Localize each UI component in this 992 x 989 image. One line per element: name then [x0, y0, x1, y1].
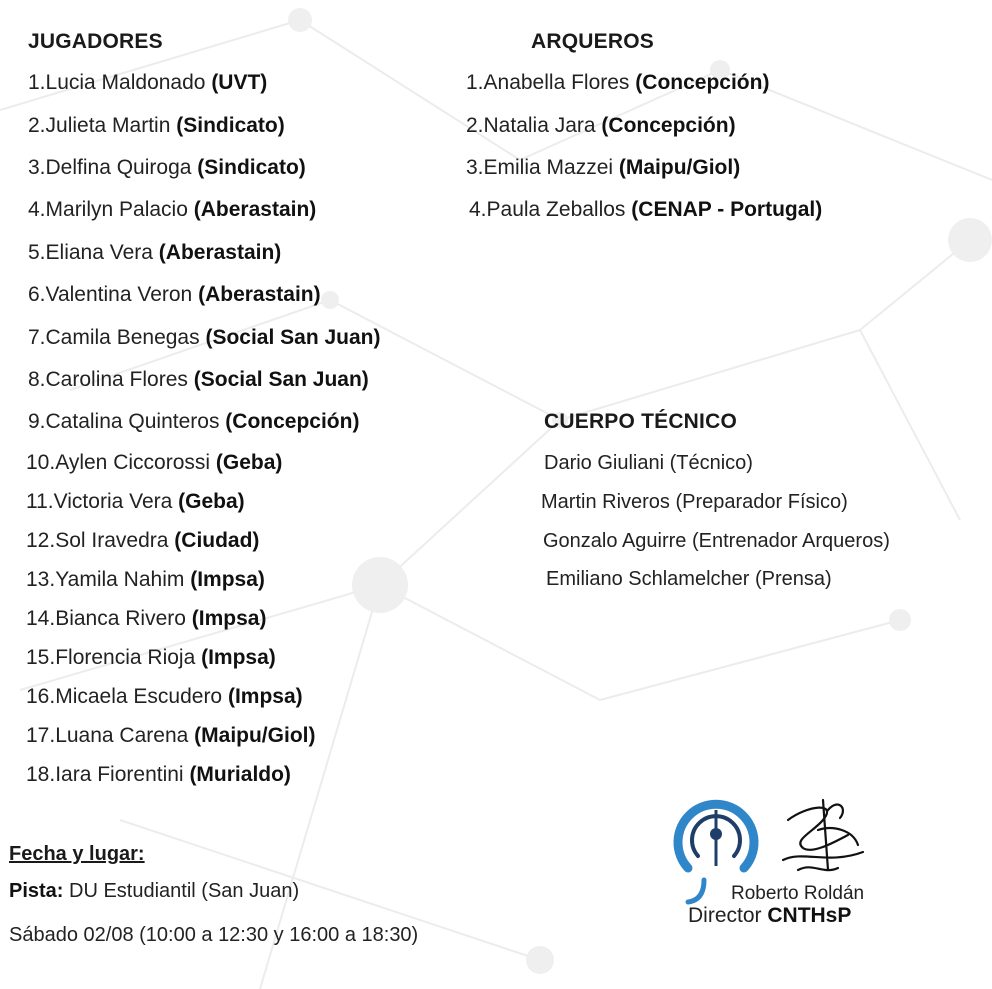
staff-member: Dario Giuliani (Técnico)	[544, 452, 753, 474]
player-club: (Aberastain)	[158, 241, 282, 264]
players-heading: JUGADORES	[28, 30, 163, 53]
signer-name: Roberto Roldán	[731, 883, 865, 904]
goalkeeper-row	[466, 113, 736, 139]
player-number: 3.	[28, 156, 46, 179]
player-row	[26, 606, 266, 632]
player-name: Eliana Vera	[45, 241, 153, 264]
player-club: (Sindicato)	[197, 156, 306, 179]
goalkeeper-club: (Concepción)	[635, 71, 770, 94]
handwritten-signature-icon	[768, 790, 878, 885]
goalkeeper-name: Paula Zeballos	[486, 198, 626, 221]
player-name: Iara Fiorentini	[55, 763, 184, 786]
player-club: (Murialdo)	[189, 763, 291, 786]
player-row	[26, 723, 315, 749]
event-venue	[9, 880, 299, 903]
player-row	[26, 489, 245, 515]
player-name: Valentina Veron	[45, 283, 193, 306]
staff-member: Emiliano Schlamelcher (Prensa)	[546, 568, 832, 590]
player-name: Florencia Rioja	[55, 646, 196, 669]
player-number: 16.	[26, 685, 56, 708]
player-row	[26, 528, 259, 554]
player-number: 9.	[28, 410, 46, 433]
player-club: (Social San Juan)	[205, 326, 381, 349]
player-club: (Ciudad)	[174, 529, 260, 552]
player-row	[28, 113, 285, 139]
player-number: 5.	[28, 241, 46, 264]
venue-label: Pista:	[9, 880, 64, 902]
player-number: 13.	[26, 568, 56, 591]
player-name: Carolina Flores	[45, 368, 188, 391]
player-name: Aylen Ciccorossi	[55, 451, 211, 474]
player-number: 17.	[26, 724, 56, 747]
player-name: Yamila Nahim	[55, 568, 185, 591]
goalkeeper-row	[469, 197, 822, 223]
player-number: 10.	[26, 451, 56, 474]
goalkeeper-club: (Concepción)	[601, 114, 736, 137]
goalkeeper-row	[466, 70, 769, 96]
goalkeeper-number: 4.	[469, 198, 487, 221]
player-row	[26, 645, 276, 671]
goalkeeper-club: (CENAP - Portugal)	[631, 198, 823, 221]
player-row	[28, 282, 321, 308]
player-club: (Aberastain)	[193, 198, 317, 221]
signer-role	[688, 904, 851, 928]
goalkeeper-name: Emilia Mazzei	[483, 156, 614, 179]
player-name: Lucia Maldonado	[45, 71, 206, 94]
player-row	[26, 684, 303, 710]
event-title: Fecha y lugar:	[9, 843, 145, 865]
player-number: 11.	[26, 490, 54, 513]
player-row	[28, 240, 281, 266]
player-name: Bianca Rivero	[55, 607, 186, 630]
player-number: 15.	[26, 646, 56, 669]
player-number: 7.	[28, 326, 46, 349]
goalkeeper-club: (Maipu/Giol)	[618, 156, 741, 179]
event-date: Sábado 02/08 (10:00 a 12:30 y 16:00 a 18:30)	[9, 924, 419, 946]
player-number: 6.	[28, 283, 46, 306]
player-row	[26, 762, 291, 788]
player-club: (Impsa)	[227, 685, 303, 708]
player-number: 4.	[28, 198, 46, 221]
player-number: 8.	[28, 368, 46, 391]
player-club: (Aberastain)	[198, 283, 321, 306]
player-name: Catalina Quinteros	[45, 410, 220, 433]
signer-org: CNTHsP	[767, 904, 852, 927]
player-row	[28, 367, 369, 393]
player-name: Sol Iravedra	[55, 529, 169, 552]
player-row	[28, 155, 306, 181]
player-club: (Sindicato)	[176, 114, 285, 137]
player-name: Luana Carena	[55, 724, 189, 747]
player-name: Camila Benegas	[45, 326, 200, 349]
player-number: 2.	[28, 114, 46, 137]
player-name: Marilyn Palacio	[45, 198, 188, 221]
staff-member: Gonzalo Aguirre (Entrenador Arqueros)	[543, 530, 890, 552]
signer-role-prefix: Director	[688, 904, 768, 927]
player-club: (Maipu/Giol)	[194, 724, 316, 747]
player-number: 18.	[26, 763, 56, 786]
goalkeeper-name: Anabella Flores	[483, 71, 630, 94]
goalkeeper-number: 2.	[466, 114, 484, 137]
player-name: Delfina Quiroga	[45, 156, 192, 179]
player-row	[28, 325, 381, 351]
player-club: (UVT)	[211, 71, 268, 94]
player-number: 14.	[26, 607, 56, 630]
player-row	[26, 567, 265, 593]
goalkeepers-heading: ARQUEROS	[531, 30, 654, 53]
player-name: Victoria Vera	[53, 490, 173, 513]
goalkeeper-number: 1.	[466, 71, 484, 94]
player-name: Julieta Martin	[45, 114, 171, 137]
player-club: (Impsa)	[201, 646, 276, 669]
staff-member: Martin Riveros (Preparador Físico)	[541, 491, 848, 513]
staff-heading: CUERPO TÉCNICO	[544, 410, 737, 433]
player-row	[28, 70, 267, 96]
player-row	[28, 197, 316, 223]
player-number: 12.	[26, 529, 56, 552]
player-club: (Geba)	[178, 490, 245, 513]
goalkeeper-number: 3.	[466, 156, 484, 179]
player-club: (Impsa)	[191, 607, 267, 630]
player-row	[26, 450, 282, 476]
player-club: (Social San Juan)	[193, 368, 369, 391]
player-name: Micaela Escudero	[55, 685, 223, 708]
player-club: (Concepción)	[225, 410, 360, 433]
player-row	[28, 409, 359, 435]
goalkeeper-name: Natalia Jara	[483, 114, 596, 137]
player-club: (Impsa)	[190, 568, 265, 591]
player-club: (Geba)	[215, 451, 283, 474]
player-number: 1.	[28, 71, 46, 94]
goalkeeper-row	[466, 155, 740, 181]
venue-value: DU Estudiantil (San Juan)	[63, 880, 300, 902]
